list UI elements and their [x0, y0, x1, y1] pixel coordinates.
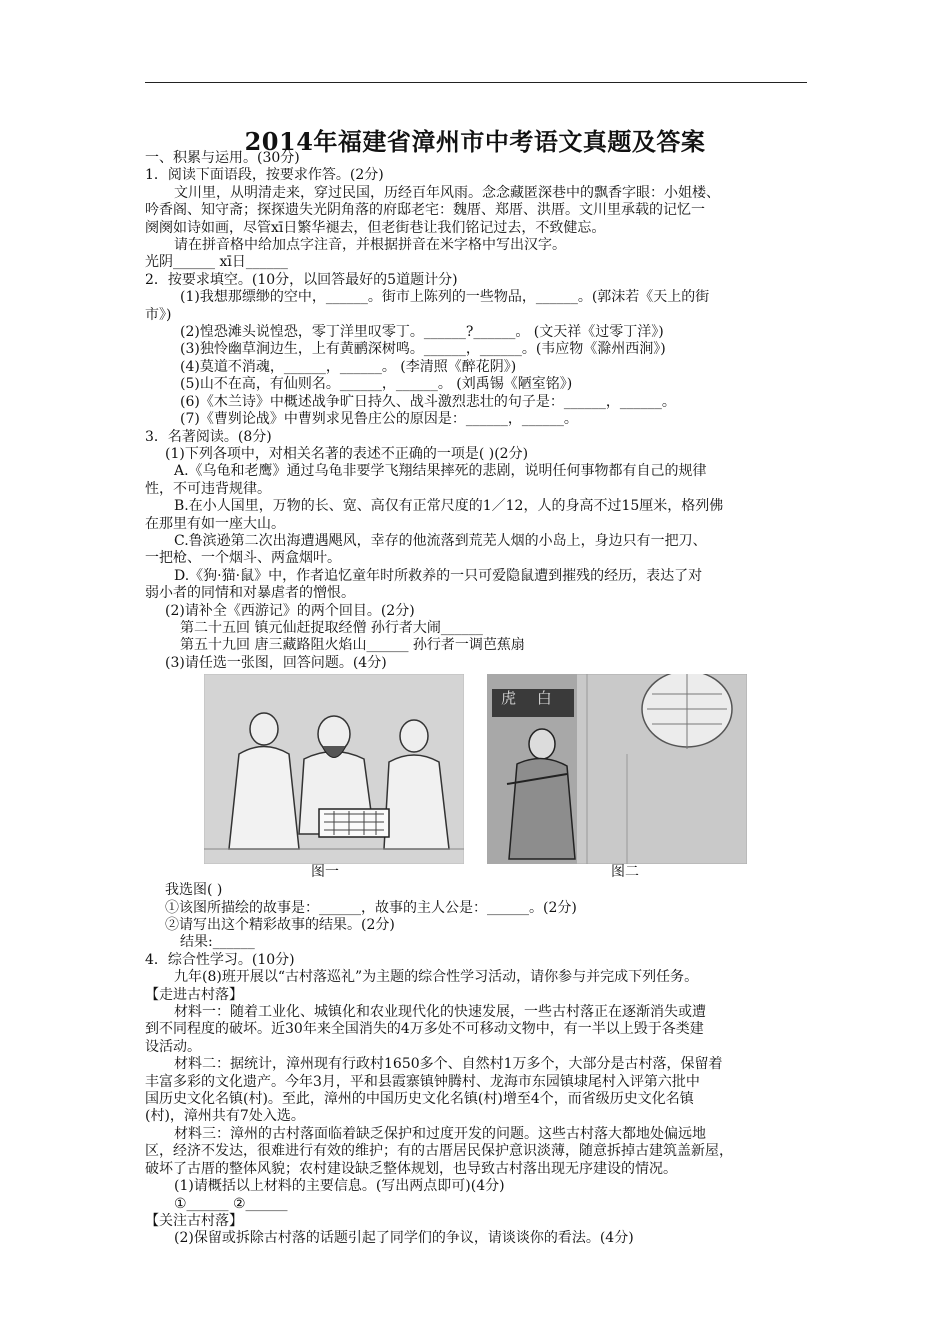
question-1: 1．阅读下面语段，按要求作答。(2分): [145, 167, 384, 184]
header-rule: [145, 82, 807, 83]
sub-question: (3)请任选一张图，回答问题。(4分): [165, 654, 387, 671]
material-line: 国历史文化名镇(村)。至此，漳州的中国历史文化名镇(村)增至4个，而省级历史文化名镇: [145, 1091, 694, 1108]
figure-one-caption: 图一: [311, 864, 339, 881]
sub-question: (2)请补全《西游记》的两个回目。(2分): [165, 602, 415, 619]
fill-item-cont: 市》): [145, 306, 172, 323]
passage-line: 吟香阁、知守斋；探探遗失光阴角落的府邸老宅：魏厝、郑厝、洪厝。文川里承载的记忆一: [145, 202, 705, 219]
chapter-title: 第五十九回 唐三藏路阻火焰山______ 孙行者一调芭蕉扇: [180, 637, 525, 654]
task-answer-line: ①______ ②______: [174, 1195, 288, 1212]
material-line: 到不同程度的破坏。近30年来全国消失的4万多处不可移动文物中，有一半以上毁于各类建: [145, 1021, 704, 1038]
choice-line: 我选图( ): [165, 882, 223, 899]
fill-item: (6)《木兰诗》中概述战争旷日持久、战斗激烈悲壮的句子是：______，______。: [180, 393, 676, 410]
material-line: 材料三：漳州的古村落面临着缺乏保护和过度开发的问题。这些古村落大都地处偏远地: [174, 1125, 706, 1142]
question-2: 2．按要求填空。(10分，以回答最好的5道题计分): [145, 271, 458, 288]
question-3: 3．名著阅读。(8分): [145, 428, 272, 445]
material-line: 设活动。: [145, 1038, 201, 1055]
option-d: D.《狗·猫·鼠》中，作者追忆童年时所救养的一只可爱隐鼠遭到摧残的经历，表达了对: [174, 567, 703, 584]
material-line: (村)，漳州共有7处入选。: [145, 1108, 305, 1125]
figure-two-caption: 图二: [611, 864, 639, 881]
answer-blanks: 光阴______ xī日______: [145, 254, 288, 271]
figures: [145, 674, 811, 882]
material-line: 区，经济不发达，很难进行有效的维护；有的古厝居民保护意识淡薄，随意拆掉古建筑盖新屋，: [145, 1143, 733, 1160]
fill-item: (7)《曹刿论战》中曹刿求见鲁庄公的原因是：______，______。: [180, 411, 578, 428]
document-body: [145, 150, 811, 1248]
section-tag: 【走进古村落】: [145, 986, 243, 1003]
material-line: 材料一：随着工业化、城镇化和农业现代化的快速发展，一些古村落正在逐渐消失或遭: [174, 1004, 706, 1021]
figure-two-image: [487, 674, 747, 864]
answer-line: ①该图所描绘的故事是：______，故事的主人公是：______。(2分): [165, 899, 577, 916]
option-c: C.鲁滨逊第二次出海遭遇飓风，幸存的他流落到荒芜人烟的小岛上，身边只有一把刀、: [174, 532, 707, 549]
option-a: A.《乌龟和老鹰》通过乌龟非要学飞翔结果摔死的悲剧，说明任何事物都有自己的规律: [174, 463, 707, 480]
answer-line: ②请写出这个精彩故事的结果。(2分): [165, 917, 395, 933]
figure-two-sign: 虎 白: [501, 689, 560, 708]
fill-item: (3)独怜幽草涧边生，上有黄鹂深树鸣。______，______。(韦应物《滁州西涧》): [180, 341, 666, 358]
task-line: (2)保留或拆除古村落的话题引起了同学们的争议，请谈谈你的看法。(4分): [174, 1230, 634, 1247]
chapter-title: 第二十五回 镇元仙赶捉取经僧 孙行者大闹______: [180, 619, 483, 636]
passage-line: 文川里，从明清走来，穿过民国，历经百年风雨。念念藏匿深巷中的飘香字眼：小姐楼、: [174, 184, 720, 201]
option-b: B.在小人国里，万物的长、宽、高仅有正常尺度的1／12，人的身高不过15厘米，格列佛: [174, 498, 724, 515]
option-b-cont: 在那里有如一座大山。: [145, 515, 285, 532]
section-heading: 一、积累与运用。(30分): [145, 150, 300, 166]
result-line: 结果:______: [180, 934, 255, 951]
material-line: 材料二：据统计，漳州现有行政村1650多个、自然村1万多个，大部分是古村落，保留着: [174, 1056, 723, 1073]
fill-item: (2)惶恐滩头说惶恐，零丁洋里叹零丁。______?______。 (文天祥《过零丁洋》): [180, 324, 664, 341]
figure-one-image: [204, 674, 464, 864]
passage-line: 阕阕如诗如画，尽管xī日繁华褪去，但老街巷让我们铭记过去，不致健忘。: [145, 219, 606, 236]
question-4: 4．综合性学习。(10分): [145, 951, 295, 968]
fill-item: (1)我想那缥缈的空中，______。街市上陈列的一些物品，______。(郭沫若《天上的街: [180, 289, 710, 306]
instruction-line: 请在拼音格中给加点字注音，并根据拼音在米字格中写出汉字。: [174, 237, 566, 254]
section-tag: 【关注古村落】: [145, 1212, 243, 1229]
option-a-cont: 性，不可违背规律。: [145, 480, 271, 497]
option-d-cont: 弱小者的同情和对暴虐者的憎恨。: [145, 585, 355, 602]
fill-item: (4)莫道不消魂，______，______。 (李清照《醉花阴》): [180, 358, 517, 375]
activity-intro: 九年(8)班开展以“古村落巡礼”为主题的综合性学习活动，请你参与并完成下列任务。: [174, 969, 699, 986]
document-title: 2014年福建省漳州市中考语文真题及答案: [244, 127, 706, 156]
option-c-cont: 一把枪、一个烟斗、两盒烟叶。: [145, 550, 341, 567]
sub-question: (1)下列各项中，对相关名著的表述不正确的一项是( )(2分): [165, 445, 529, 462]
fill-item: (5)山不在高，有仙则名。______，______。 (刘禹锡《陋室铭》): [180, 376, 573, 393]
material-line: 丰富多彩的文化遗产。今年3月，平和县霞寨镇钟腾村、龙海市东园镇埭尾村入评第六批中: [145, 1073, 700, 1090]
task-line: (1)请概括以上材料的主要信息。(写出两点即可)(4分): [174, 1178, 505, 1195]
material-line: 破坏了古厝的整体风貌；农村建设缺乏整体规划，也导致古村落出现无序建设的情况。: [145, 1160, 677, 1177]
